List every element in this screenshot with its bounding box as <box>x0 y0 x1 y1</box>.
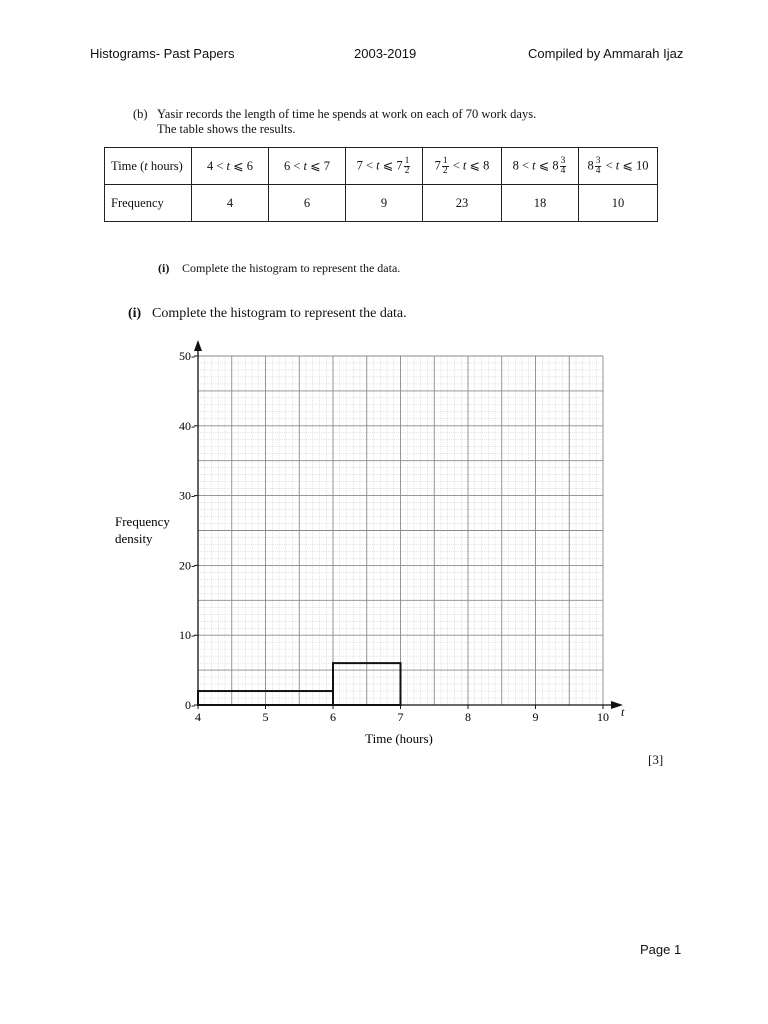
time-interval-3: 7 < t ⩽ 7 $\frac{1}{2}$ <box>346 148 423 185</box>
x-tick-label: 5 <box>262 710 269 724</box>
y-axis-label-line-1: Frequency <box>115 514 170 529</box>
question-line-2: The table shows the results. <box>157 122 296 136</box>
x-tick-label: 4 <box>195 710 201 724</box>
header-years: 2003-2019 <box>354 46 417 61</box>
frequency-cell: 9 <box>346 185 423 222</box>
header-author: Compiled by Ammarah Ijaz <box>528 46 684 61</box>
y-axis-label-line-2: density <box>115 531 153 546</box>
frequency-cell: 6 <box>269 185 346 222</box>
frequency-row-header: Frequency <box>105 185 192 222</box>
y-tick-label: 40- <box>179 418 195 433</box>
instruction-large-label: (i) <box>128 306 142 321</box>
marks-allocation: [3] <box>648 752 664 767</box>
time-interval-5: 8 < t ⩽ 8 $\frac{3}{4}$ <box>502 148 579 185</box>
y-tick-label: 10- <box>179 628 195 643</box>
instruction-large-text: Complete the histogram to represent the data. <box>152 306 407 321</box>
x-tick-label: 8 <box>465 710 471 724</box>
y-axis-arrow <box>194 340 202 351</box>
x-tick-label: 10 <box>597 710 609 724</box>
frequency-cell: 4 <box>192 185 269 222</box>
y-tick-label: 0- <box>185 698 195 712</box>
header-title: Histograms- Past Papers <box>90 46 235 61</box>
time-interval-6: 8 $\frac{3}{4}$ < t ⩽ 10 <box>579 148 658 185</box>
y-tick-label: 50- <box>179 349 195 363</box>
grid-major <box>198 356 603 705</box>
instruction-small-label: (i) <box>158 261 170 275</box>
frequency-cell: 10 <box>579 185 658 222</box>
page-number: Page 1 <box>640 942 682 957</box>
time-interval-2: 6 < t ⩽ 7 <box>269 148 346 185</box>
time-interval-4: 7 $\frac{1}{2}$ < t ⩽ 8 <box>423 148 502 185</box>
question-line-1: Yasir records the length of time he spends at work on each of 70 work days. <box>157 107 537 121</box>
y-tick-label: 20- <box>179 558 195 573</box>
axes <box>194 340 623 709</box>
x-tick-label: 9 <box>532 710 539 724</box>
x-axis-label: Time (hours) <box>365 731 433 746</box>
x-axis-symbol: t <box>621 705 625 719</box>
instruction-small-text: Complete the histogram to represent the data. <box>182 261 401 275</box>
frequency-cell: 23 <box>423 185 502 222</box>
x-tick-label: 7 <box>397 710 404 724</box>
part-label: (b) <box>133 107 148 121</box>
time-row-header: Time (t hours) <box>105 148 192 185</box>
time-interval-1: 4 < t ⩽ 6 <box>192 148 269 185</box>
x-tick-label: 6 <box>330 710 336 724</box>
frequency-cell: 18 <box>502 185 579 222</box>
y-tick-label: 30- <box>179 488 195 503</box>
